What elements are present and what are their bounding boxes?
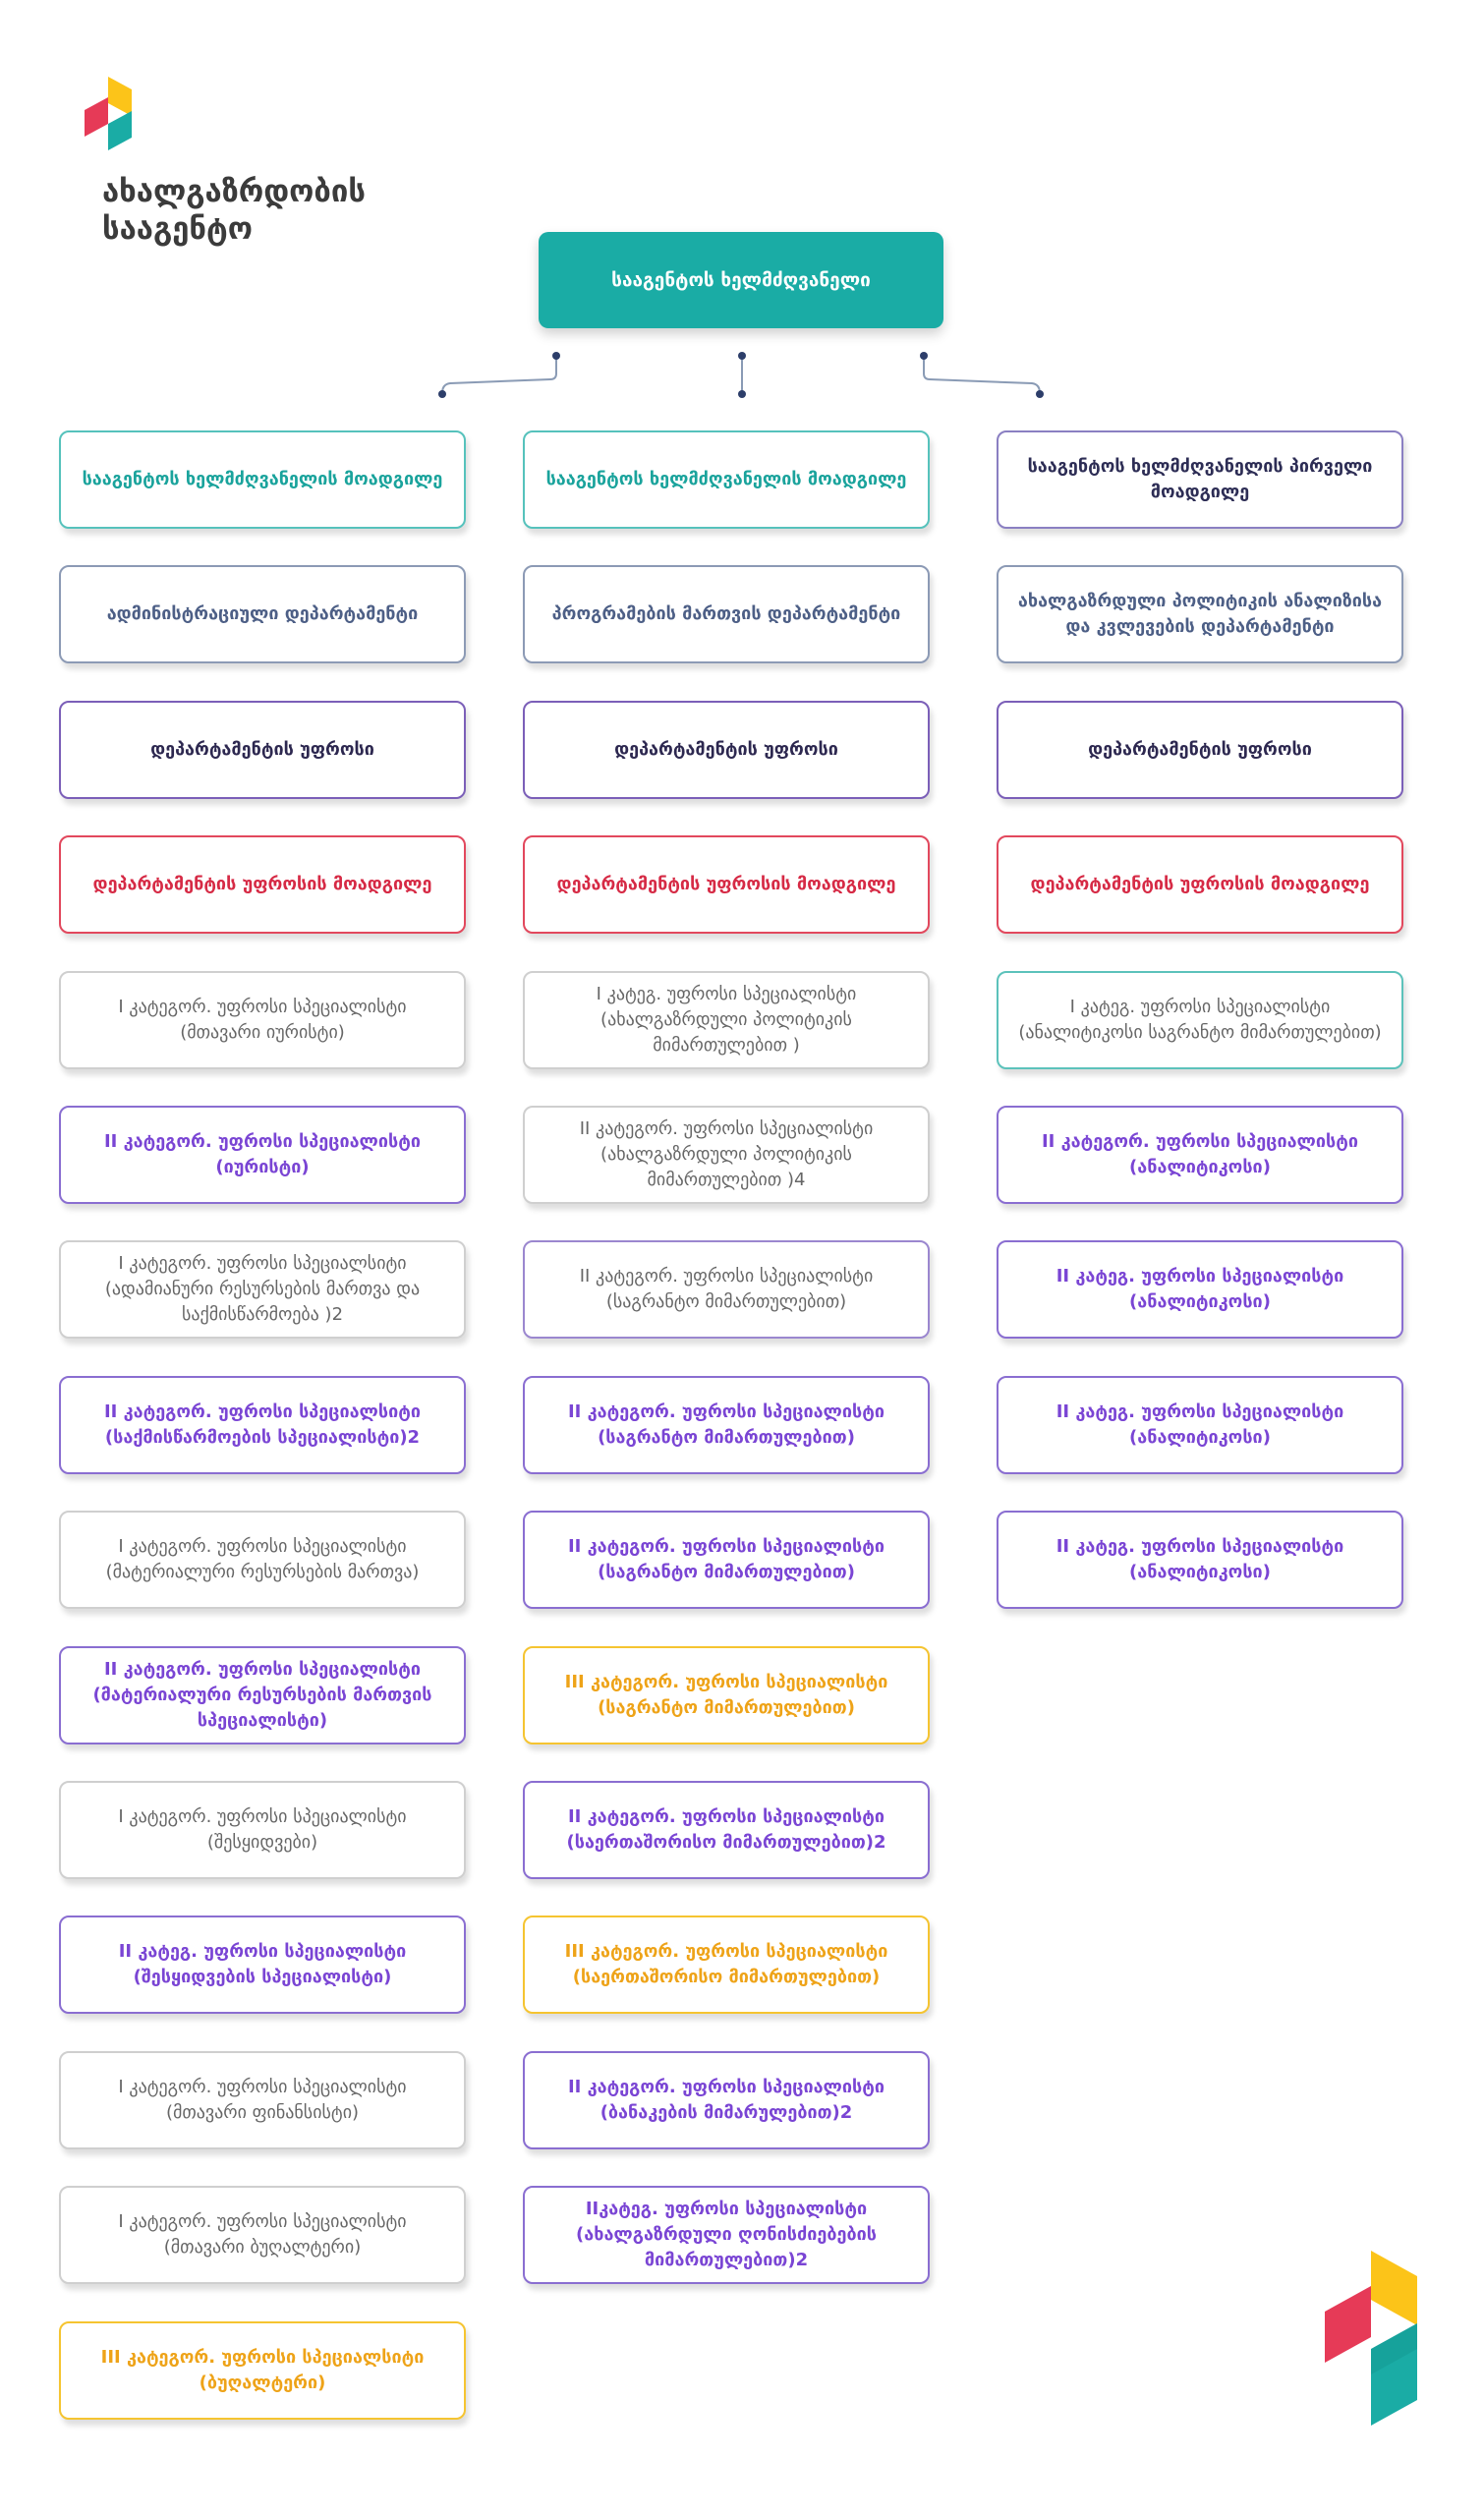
org-box — [523, 1781, 930, 1879]
org-box-label: II კატეგორ. უფროსი სპეციალისტი (საგრანტო მიმართულებით) — [567, 1401, 885, 1448]
org-box-label: დეპარტამენტის უფროსი — [614, 739, 838, 760]
org-box-label: II კატეგორ. უფროსი სპეციალისტი (ანალიტიკოსი) — [1041, 1131, 1359, 1177]
org-box — [523, 1916, 930, 2014]
org-box — [59, 1240, 466, 1339]
org-box — [997, 971, 1403, 1069]
org-box — [59, 1511, 466, 1609]
org-box-label: ახალგაზრდული პოლიტიკის ანალიზისა და კვლევების დეპარტამენტი — [1017, 591, 1383, 637]
agency-head-label: სააგენტოს ხელმძღვანელი — [611, 269, 871, 291]
org-box-label: ადმინისტრაციული დეპარტამენტი — [106, 603, 419, 624]
org-box-label: II კატეგორ. უფროსი სპეციალისტი (საერთაშორისო მიმართულებით)2 — [566, 1806, 886, 1853]
org-box-label: II კატეგ. უფროსი სპეციალისტი (ანალიტიკოსი) — [1056, 1401, 1344, 1448]
org-box-label: I კატეგორ. უფროსი სპეციალისტი (მთავარი იურისტი) — [118, 997, 407, 1043]
org-box — [523, 1376, 930, 1474]
org-box-label: II კატეგ. უფროსი სპეციალისტი (ანალიტიკოსი) — [1056, 1266, 1344, 1312]
org-box-label: IIკატეგ. უფროსი სპეციალისტი (ახალგაზრდული ღონისძიებების მიმართულებით)2 — [576, 2199, 877, 2270]
org-box — [59, 835, 466, 934]
org-box — [997, 1240, 1403, 1339]
org-box-label: I კატეგ. უფროსი სპეციალისტი (ახალგაზრდული პოლიტიკის მიმართულებით ) — [596, 984, 857, 1056]
org-box-label: III კატეგორ. უფროსი სპეციალსიტი (ბუღალტერი) — [100, 2347, 425, 2393]
logo-line-1: ახალგაზრდობის — [102, 174, 366, 209]
org-box — [523, 2051, 930, 2149]
org-box — [59, 1916, 466, 2014]
org-box — [59, 1376, 466, 1474]
org-box-label: II კატეგორ. უფროსი სპეციალისტი (მატერიალური რესურსების მართვის სპეციალისტი) — [92, 1659, 432, 1731]
org-box-label: II კატეგორ. უფროსი სპეციალისტი (საგრანტო მიმართულებით) — [579, 1266, 874, 1312]
org-box — [59, 701, 466, 799]
org-box — [997, 565, 1403, 663]
org-box — [59, 2051, 466, 2149]
org-box — [59, 565, 466, 663]
org-box — [59, 2186, 466, 2284]
org-box-label: II კატეგორ. უფროსი სპეციალისტი (ახალგაზრდული პოლიტიკის მიმართულებით )4 — [579, 1118, 874, 1190]
org-box — [523, 701, 930, 799]
org-box-label: II კატეგ. უფროსი სპეციალისტი (შესყიდვების სპეციალისტი) — [118, 1941, 407, 1987]
org-box-label: II კატეგორ. უფროსი სპეციალისტი (საგრანტო მიმართულებით) — [567, 1536, 885, 1582]
org-box — [997, 835, 1403, 934]
org-box-label: I კატეგორ. უფროსი სპეციალისტი (მთავარი ფინანსისტი) — [118, 2077, 407, 2123]
org-box-label: პროგრამების მართვის დეპარტამენტი — [551, 603, 901, 624]
org-box — [523, 565, 930, 663]
org-box-label: დეპარტამენტის უფროსის მოადგილე — [92, 874, 432, 894]
org-box — [523, 1646, 930, 1744]
org-box-label: I კატეგორ. უფროსი სპეციალისტი (მატერიალური რესურსების მართვა) — [105, 1536, 420, 1582]
org-box-label: I კატეგ. უფროსი სპეციალისტი (ანალიტიკოსი საგრანტო მიმართულებით) — [1018, 997, 1382, 1043]
org-box-label: II კატეგორ. უფროსი სპეციალისტი (ბანაკების მიმარულებით)2 — [567, 2077, 885, 2123]
org-box — [523, 1240, 930, 1339]
org-box-label: I კატეგორ. უფროსი სპეციალსიტი (ადამიანური რესურსების მართვა და საქმისწარმოება )2 — [104, 1253, 421, 1325]
org-box — [59, 1106, 466, 1204]
org-box — [523, 971, 930, 1069]
org-box — [59, 2321, 466, 2420]
org-box-label: სააგენტოს ხელმძღვანელის მოადგილე — [545, 469, 907, 489]
org-box-label: I კატეგორ. უფროსი სპეციალისტი (მთავარი ბუღალტერი) — [118, 2211, 407, 2258]
org-box — [523, 430, 930, 529]
org-box-label: II კატეგორ. უფროსი სპეციალსიტი (საქმისწარმოების სპეციალისტი)2 — [103, 1401, 422, 1448]
org-box — [523, 1511, 930, 1609]
org-box-label: სააგენტოს ხელმძღვანელის მოადგილე — [82, 469, 443, 489]
head-connectors — [0, 0, 1484, 452]
org-box-label: III კატეგორ. უფროსი სპეციალისტი (საგრანტო მიმართულებით) — [564, 1672, 888, 1718]
org-box-label: III კატეგორ. უფროსი სპეციალისტი (საერთაშორისო მიმართულებით) — [564, 1941, 888, 1987]
org-box — [59, 430, 466, 529]
org-box-label: დეპარტამენტის უფროსი — [150, 739, 374, 760]
org-box — [523, 2186, 930, 2284]
org-box — [997, 1511, 1403, 1609]
org-box-label: დეპარტამენტის უფროსი — [1088, 739, 1312, 760]
org-box — [997, 701, 1403, 799]
agency-logo-large-icon — [1317, 2251, 1425, 2431]
org-box-label: II კატეგორ. უფროსი სპეციალისტი (იურისტი) — [103, 1131, 422, 1177]
org-box — [59, 971, 466, 1069]
org-box — [59, 1781, 466, 1879]
org-box-label: II კატეგ. უფროსი სპეციალისტი (ანალიტიკოსი) — [1056, 1536, 1344, 1582]
org-box — [523, 1106, 930, 1204]
org-box — [997, 1106, 1403, 1204]
logo-line-2: სააგენტო — [102, 211, 254, 247]
org-box-label: დეპარტამენტის უფროსის მოადგილე — [556, 874, 896, 894]
org-box-label: I კატეგორ. უფროსი სპეციალისტი (შესყიდვები) — [118, 1806, 407, 1853]
org-box — [997, 430, 1403, 529]
org-box-label: დეპარტამენტის უფროსის მოადგილე — [1030, 874, 1370, 894]
org-box — [59, 1646, 466, 1744]
org-box — [997, 1376, 1403, 1474]
org-box — [523, 835, 930, 934]
org-box-label: სააგენტოს ხელმძღვანელის პირველი მოადგილე — [1027, 456, 1373, 502]
